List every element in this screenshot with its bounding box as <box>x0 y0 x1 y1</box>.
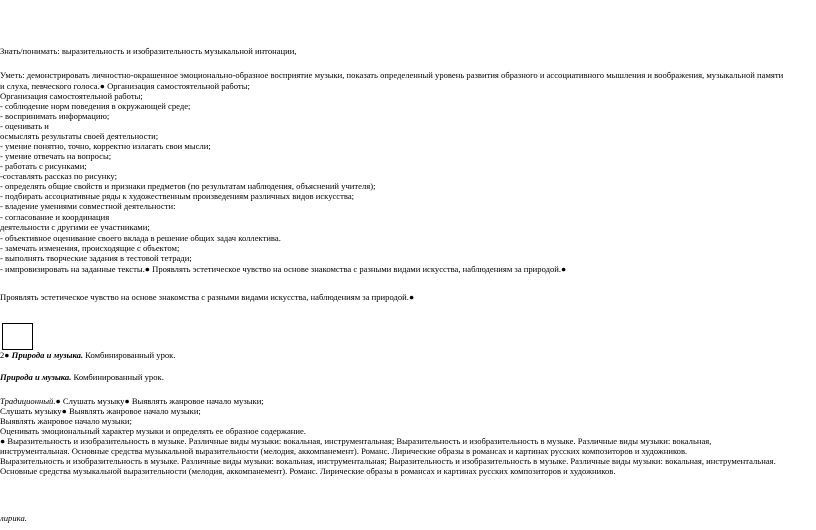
skill-item: - умение отвечать на вопросы; <box>0 151 112 161</box>
evaluate-line: Оценивать эмоциональный характер музыки и определять ее образное содержание. <box>0 426 306 436</box>
genre-line: Выявлять жанровое начало музыки; <box>0 416 132 426</box>
skills-intro-2-text: и слуха, певческого голоса. <box>0 81 100 91</box>
listen-line <box>0 406 816 416</box>
skills-intro-2 <box>0 81 816 91</box>
dot-icon: ● <box>0 436 6 446</box>
expr-text-1: Выразительность и изобразительность в музыке. Различные виды музыки: вокальная, инструментальная; Выразительность и изобразительность в музыке. Различные виды музыки: вокальная, <box>5 436 712 446</box>
empty-box <box>2 323 33 350</box>
lesson-number: 2 <box>0 350 5 360</box>
lesson-heading-2 <box>0 372 816 382</box>
expr-line-3: Выразительность и изобразительность в музыке. Различные виды музыки: вокальная, инструментальная; Выразительность и изобразительность в музыке. Различные виды музыки: вокальная, инструментальная. <box>0 456 776 466</box>
skill-item: - владение умениями совместной деятельности: <box>0 201 176 211</box>
lesson-heading-1 <box>0 350 816 360</box>
skill-item: - умение понятно, точно, корректно излагать свои мысли; <box>0 141 211 151</box>
skills-intro: Уметь: демонстрировать личностно-окрашенное эмоционально-образное восприятие музыки, показать определенный уровень развития образного и ассоциативного мышления и воображения, музыкальной памяти <box>0 70 784 80</box>
bottom-continuation <box>0 513 816 523</box>
skill-item: - подбирать ассоциативные ряды к художественным произведениям различных видов искусства; <box>0 191 355 201</box>
skill-item-improvise <box>0 264 816 274</box>
expr-line-4: Основные средства музыкальной выразительности (мелодия, аккомпанемент). Романс. Лирические образы в романсах и картинах русских композиторов и художников. <box>0 466 616 476</box>
traditional-rest: Слушать музыку <box>60 396 125 406</box>
dot-icon: ● <box>144 264 150 274</box>
aesthetic-text: Проявлять эстетическое чувство на основе знакомства с разными видами искусства, наблюдениям за природой. <box>0 292 409 302</box>
lyric-word: лирика. <box>0 513 27 523</box>
traditional-label: Традиционный. <box>0 396 56 406</box>
skill-item: - замечать изменения, происходящие с объектом; <box>0 243 180 253</box>
skill-item: Организация самостоятельной работы; <box>0 91 143 101</box>
skills-intro-2-tail: Организация самостоятельной работы; <box>104 81 250 91</box>
genre-2: Выявлять жанровое начало музыки; <box>66 406 201 416</box>
skill-item: - объективное оценивание своего вклада в решение общих задач коллектива. <box>0 233 281 243</box>
skill-item: - согласование и координация <box>0 212 110 222</box>
dot-icon: ● <box>61 406 67 416</box>
skill-item: - выполнять творческие задания в тестовой тетради; <box>0 253 192 263</box>
skill-item: осмыслять результаты своей деятельности; <box>0 131 159 141</box>
skill-item: деятельности с другими ее участниками; <box>0 222 150 232</box>
dot-icon: ● <box>4 350 10 360</box>
skill-item: - воспринимать информацию; <box>0 111 110 121</box>
genre-1: Выявлять жанровое начало музыки; <box>129 396 264 406</box>
know-line: Знать/понимать: выразительность и изобразительность музыкальной интонации, <box>0 46 297 56</box>
aesthetic-line <box>0 292 816 302</box>
improv-text: - импровизировать на заданные тексты. <box>0 264 145 274</box>
expr-line-2: инструментальная. Основные средства музыкальной выразительности (мелодия, аккомпанемент). Романс. Лирические образы в романсах и картинах русских композиторов и художников. <box>0 446 688 456</box>
improv-tail: Проявлять эстетическое чувство на основе знакомства с разными видами искусства, наблюдениям за природой. <box>149 264 562 274</box>
dot-icon: ● <box>561 264 567 274</box>
lesson-title: Природа и музыка. <box>11 350 84 360</box>
dot-icon: ● <box>408 292 415 302</box>
skill-item: - оценивать и <box>0 121 49 131</box>
traditional-line <box>0 396 816 406</box>
lesson-type: Комбинированный урок. <box>83 350 176 360</box>
lesson-title-2: Природа и музыка. <box>0 372 72 382</box>
expr-line-1 <box>0 436 816 446</box>
dot-icon: ● <box>55 396 61 406</box>
dot-icon: ● <box>124 396 130 406</box>
dot-icon: ● <box>99 81 105 91</box>
listen-text: Слушать музыку <box>0 406 62 416</box>
skill-item: - работать с рисунками; <box>0 161 87 171</box>
lesson-type-2: Комбинированный урок. <box>71 372 164 382</box>
skill-item: - соблюдение норм поведения в окружающей среде; <box>0 101 191 111</box>
skill-item: -составлять рассказ по рисунку; <box>0 171 117 181</box>
skill-item: - определять общие свойств и признаки предметов (по результатам наблюдения, объяснений учителя); <box>0 181 376 191</box>
